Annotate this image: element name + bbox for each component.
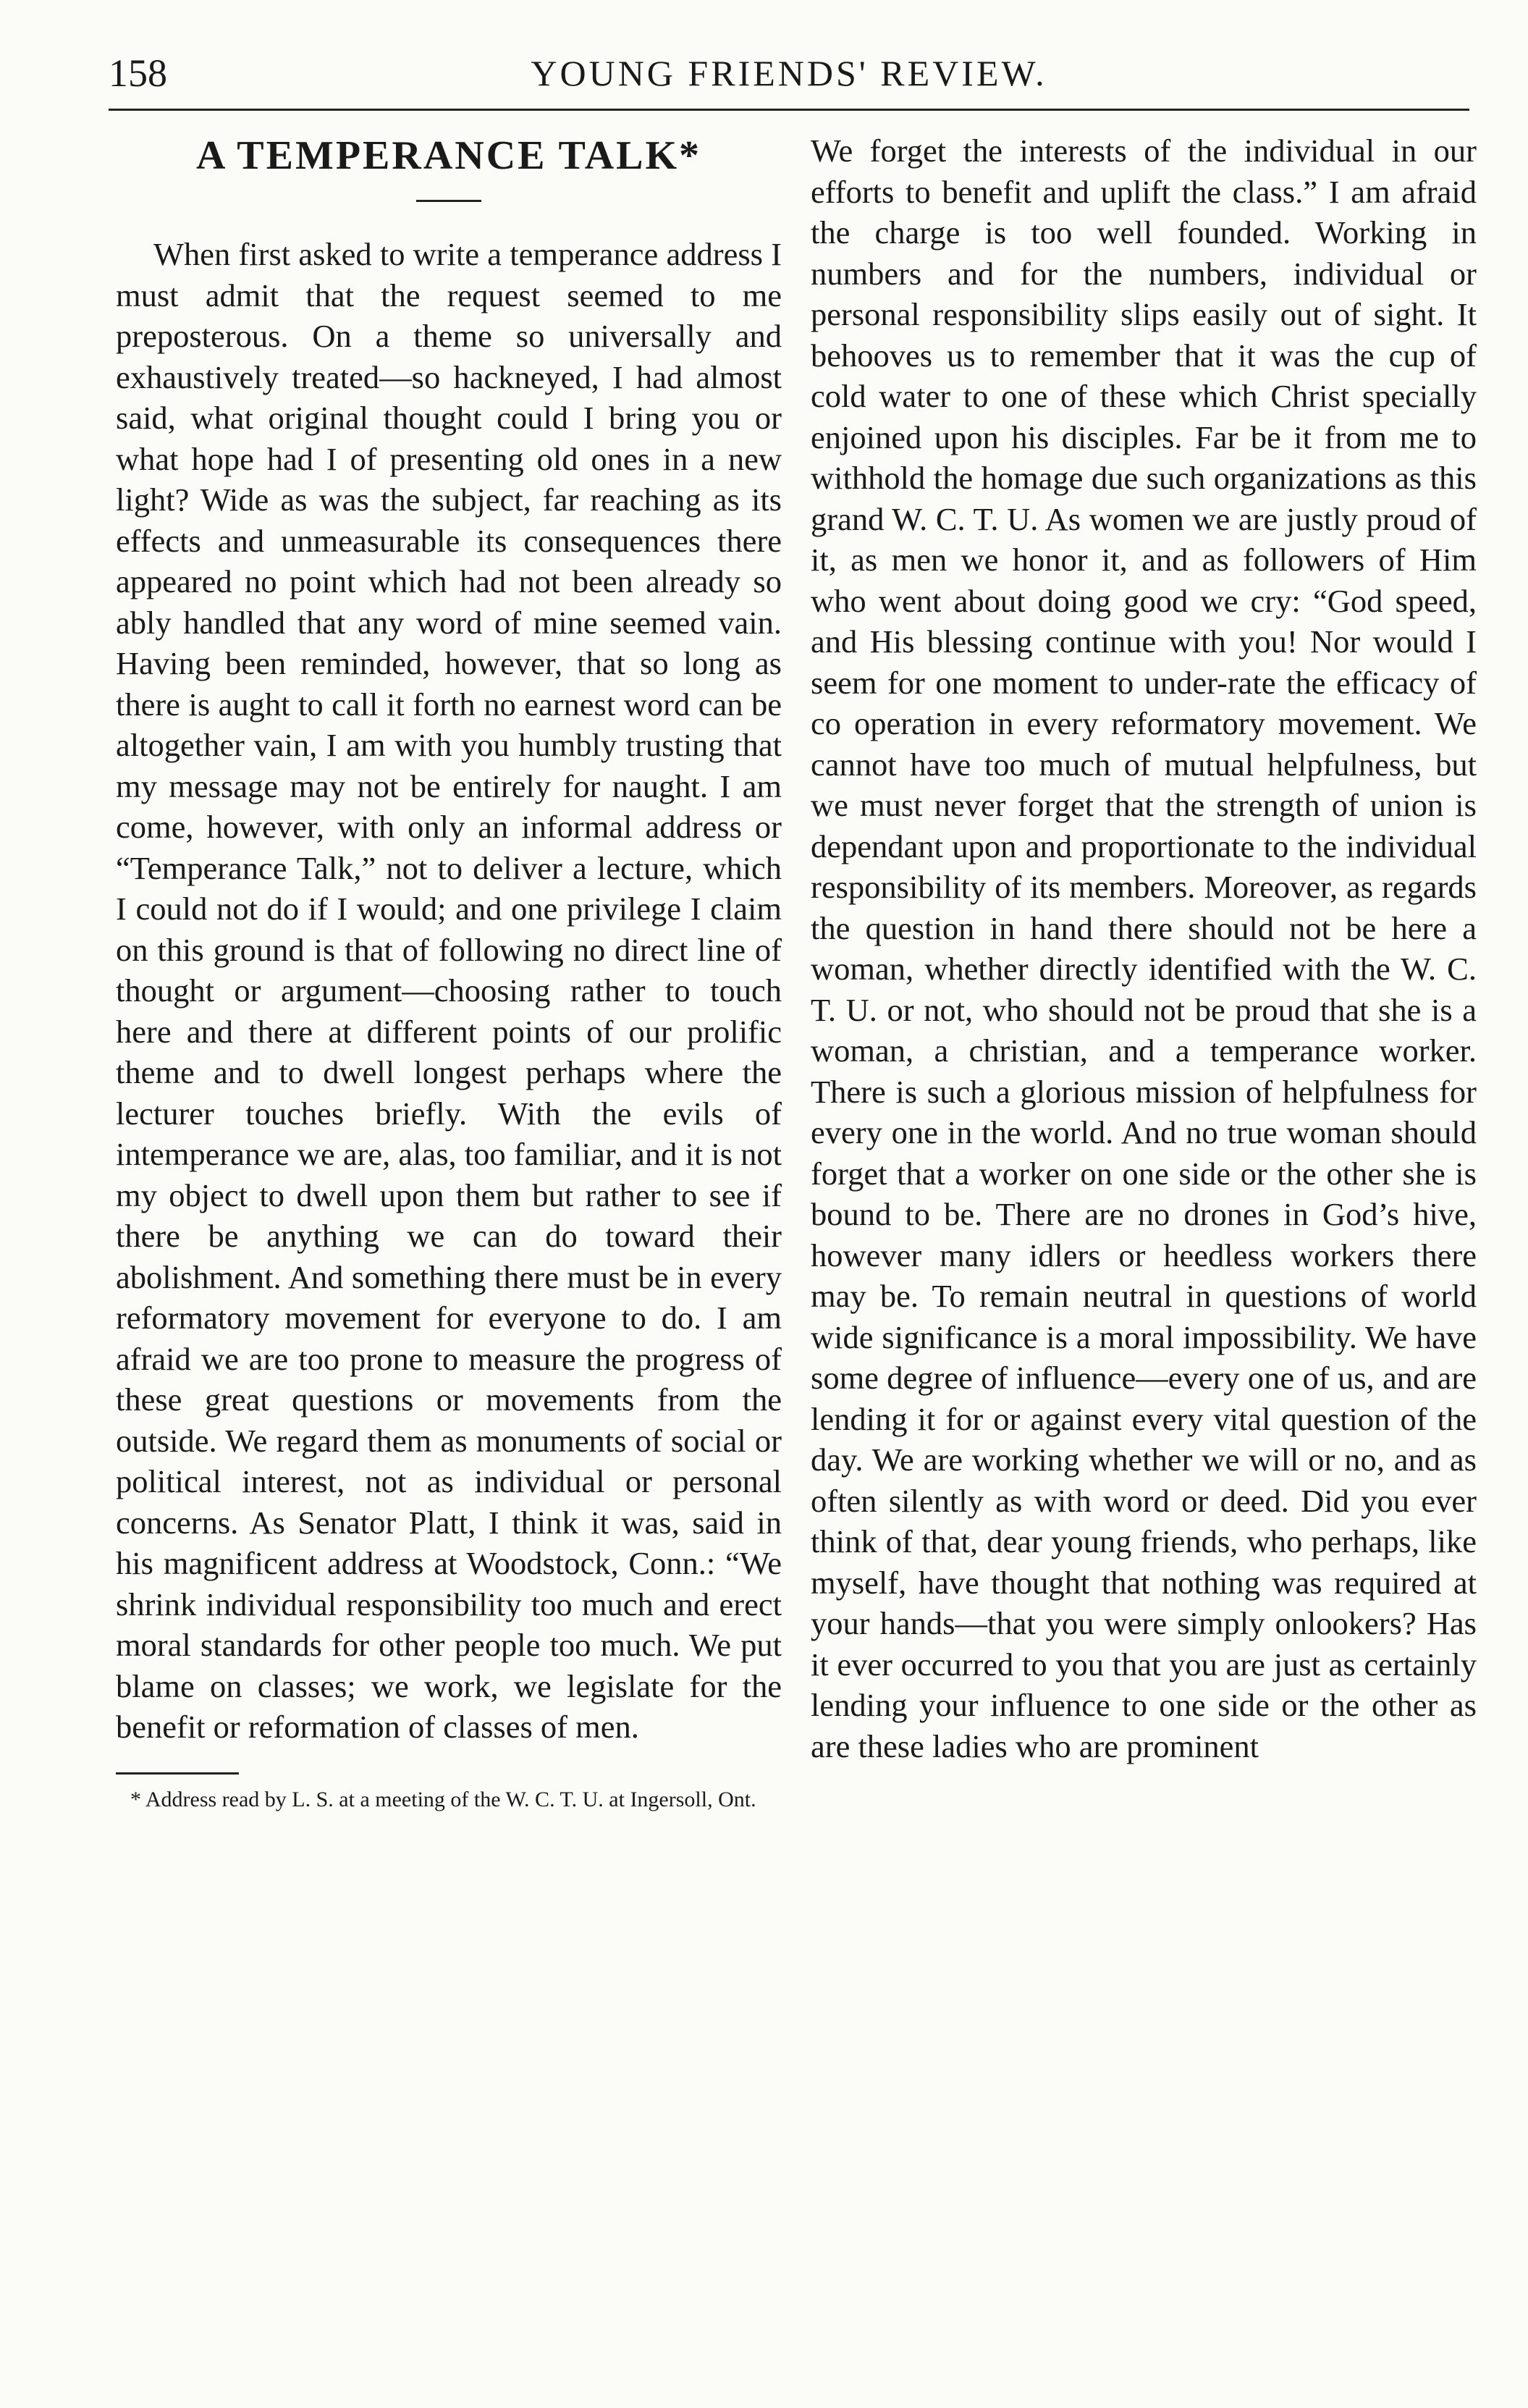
right-column bbox=[811, 130, 1477, 1767]
page-number: 158 bbox=[109, 51, 167, 95]
right-column-text: We forget the interests of the individual in our efforts to benefit and uplift the class.” I am afraid the charge is too well founded. Working in numbers and for the numbers, individual or personal responsibility slips easily out of sight. It behooves us to remember that it was the cup of cold water to one of these which Christ specially enjoined upon his disciples. Far be it from me to withhold the homage due such organizations as this grand W. C. T. U. As women we are justly proud of it, as men we honor it, and as followers of Him who went about doing good we cry: “God speed, and His blessing continue with you! Nor would I seem for one moment to under-rate the efficacy of co operation in every reformatory movement. We cannot have too much of mutual helpfulness, but we must never forget that the strength of union is dependant upon and proportionate to the individual responsibility of its members. Moreover, as regards the question in hand there should not be here a woman, whether directly identified with the W. C. T. U. or not, who should not be proud that she is a woman, a christian, and a temperance worker. There is such a glorious mission of helpfulness for every one in the world. And no true woman should forget that a worker on one side or the other she is bound to be. There are no drones in God’s hive, however many idlers or heedless workers there may be. To remain neutral in questions of world wide significance is a moral impossibility. We have some degree of influence—every one of us, and are lending it for or against every vital question of the day. We are working whether we will or no, and as often silently as with word or deed. Did you ever think of that, dear young friends, who perhaps, like myself, have thought that nothing was required at your hands—that you were simply onlookers? Has it ever occurred to you that you are just as certainly lending your influence to one side or the other as are these ladies who are prominent bbox=[811, 132, 1477, 1764]
left-column-text: When first asked to write a temperance address I must admit that the request seemed to me preposterous. On a theme so universally and exhaustively treated—so hackneyed, I had almost said, what original thought could I bring you or what hope had I of presenting old ones in a new light? Wide as was the subject, far reaching as its effects and unmeasurable its consequences there appeared no point which had not been already so ably handled that any word of mine seemed vain. Having been reminded, however, that so long as there is aught to call it forth no earnest word can be altogether vain, I am with you humbly trusting that my message may not be entirely for naught. I am come, however, with only an informal address or “Temperance Talk,” not to deliver a lecture, which I could not do if I would; and one privilege I claim on this ground is that of following no direct line of thought or argument—choosing rather to touch here and there at different points of our prolific theme and to dwell longest perhaps where the lecturer touches briefly. With the evils of intemperance we are, alas, too familiar, and it is not my object to dwell upon them but rather to see if there be anything we can do toward their abolishment. And something there must be in every reformatory movement for everyone to do. I am afraid we are too prone to measure the progress of these great questions or movements from the outside. We regard them as monuments of social or political interest, not as individual or personal concerns. As Senator Platt, I think it was, said in his magnificent address at Woodstock, Conn.: “We shrink individual responsibility too much and erect moral standards for other people too much. We put blame on classes; we work, we legislate for the benefit or reformation of classes of men. bbox=[116, 236, 782, 1745]
left-column bbox=[116, 130, 782, 1814]
footnote-rule bbox=[116, 1772, 239, 1775]
article-title: A TEMPERANCE TALK* bbox=[195, 133, 702, 178]
footnote: * Address read by L. S. at a meeting of the W. C. T. U. at Ingersoll, Ont. bbox=[130, 1787, 756, 1811]
title-rule bbox=[416, 200, 481, 202]
page-header bbox=[109, 51, 1469, 111]
running-head: YOUNG FRIENDS' REVIEW. bbox=[531, 53, 1047, 93]
